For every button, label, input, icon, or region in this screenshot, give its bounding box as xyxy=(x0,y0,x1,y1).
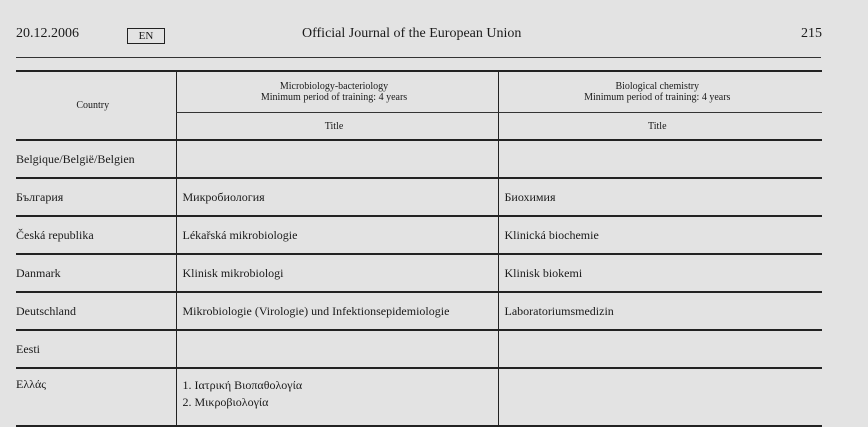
microbiology-column-heading xyxy=(176,71,498,113)
list-item: 1. Ιατρική Βιοπαθολογία xyxy=(182,378,303,392)
table-row xyxy=(16,216,822,254)
biochemistry-cell: Klinisk biokemi xyxy=(498,254,822,292)
biochemistry-column-heading xyxy=(498,71,822,113)
country-cell: Belgique/België/Belgien xyxy=(16,140,176,178)
table-header-row xyxy=(16,71,822,113)
biochemistry-cell xyxy=(498,330,822,368)
biochemistry-cell: Биохимия xyxy=(498,178,822,216)
biochemistry-cell xyxy=(498,140,822,178)
biochemistry-cell: Klinická biochemie xyxy=(498,216,822,254)
country-cell: Deutschland xyxy=(16,292,176,330)
microbiology-training: Minimum period of training: 4 years xyxy=(260,92,408,103)
microbiology-cell: Klinisk mikrobiologi xyxy=(176,254,498,292)
journal-title: Official Journal of the European Union xyxy=(302,26,522,41)
table-row xyxy=(16,330,822,368)
table-row xyxy=(16,292,822,330)
country-cell: Danmark xyxy=(16,254,176,292)
biochemistry-cell: Laboratoriumsmedizin xyxy=(498,292,822,330)
page-number: 215 xyxy=(801,26,822,41)
list-item: 2. Μικροβιολογία xyxy=(182,395,269,409)
microbiology-field: Microbiology-bacteriology xyxy=(279,81,389,92)
microbiology-cell: Mikrobiologie (Virologie) und Infektionsepidemiologie xyxy=(176,292,498,330)
biochemistry-training: Minimum period of training: 4 years xyxy=(584,92,731,103)
country-cell: Eesti xyxy=(16,330,176,368)
page-header xyxy=(0,0,868,60)
publication-date: 20.12.2006 xyxy=(16,26,79,41)
microbiology-cell: Микробиология xyxy=(176,178,498,216)
table-row xyxy=(16,368,822,426)
table-row xyxy=(16,178,822,216)
biochemistry-field: Biological chemistry xyxy=(615,81,700,92)
microbiology-cell xyxy=(176,330,498,368)
microbiology-cell xyxy=(176,140,498,178)
country-cell: Ελλάς xyxy=(16,368,176,426)
biochemistry-cell xyxy=(498,368,822,426)
country-column-heading: Country xyxy=(16,71,176,140)
qualifications-table xyxy=(16,70,822,427)
country-cell: Česká republika xyxy=(16,216,176,254)
microbiology-cell xyxy=(176,368,498,426)
microbiology-title-subheading: Title xyxy=(176,113,498,141)
table-row xyxy=(16,140,822,178)
microbiology-cell: Lékařská mikrobiologie xyxy=(176,216,498,254)
table-row xyxy=(16,254,822,292)
country-cell: България xyxy=(16,178,176,216)
biochemistry-title-subheading: Title xyxy=(498,113,822,141)
header-rule xyxy=(16,57,821,58)
language-badge: EN xyxy=(127,28,165,44)
